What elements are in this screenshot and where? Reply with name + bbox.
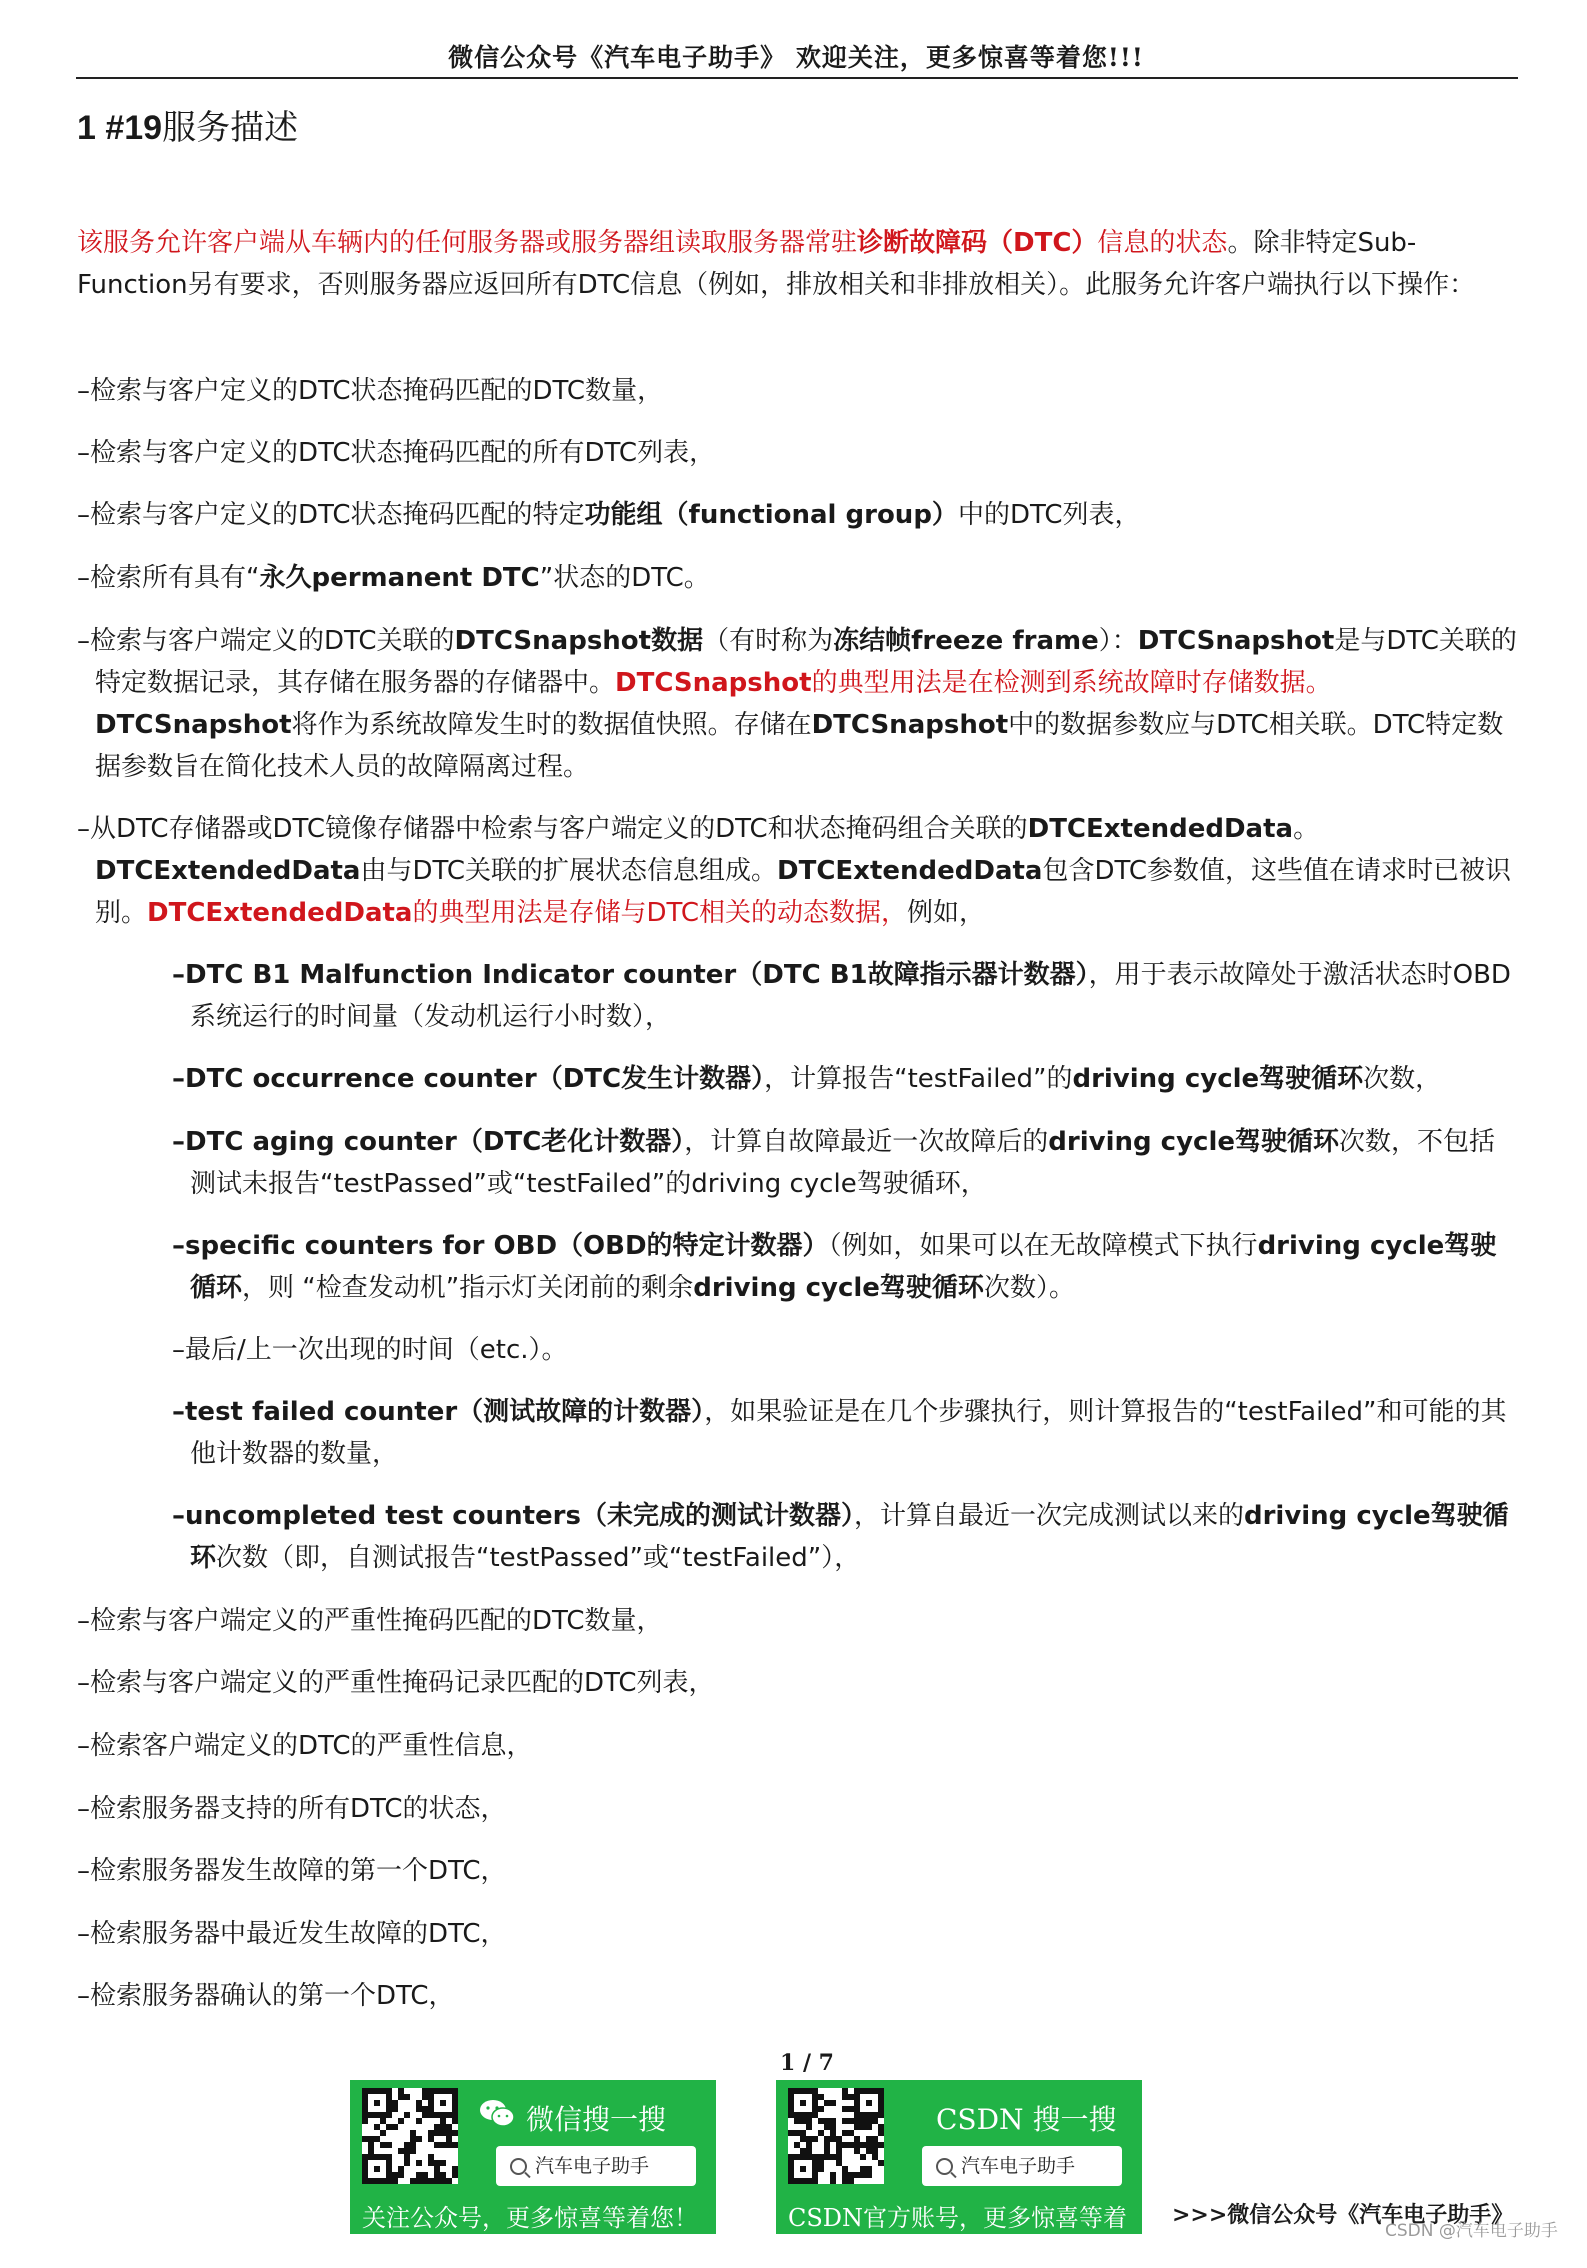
section-title: [77, 100, 298, 149]
qr-module: [440, 2100, 446, 2106]
qr-module: [392, 2106, 398, 2112]
text: ）：: [1098, 626, 1138, 656]
bullet-item: –检索服务器发生故障的第一个DTC，: [77, 1856, 507, 1886]
card-title: 微信搜一搜: [526, 2103, 667, 2136]
text: 次数，: [1363, 1064, 1442, 1094]
section-number: 1 #19: [77, 109, 163, 147]
text: –检索与客户端定义的DTC关联的: [77, 626, 455, 656]
text-bold: –test failed counter（测试故障的计数器）: [172, 1397, 705, 1427]
text: ，则 “检查发动机”指示灯关闭前的剩余: [242, 1273, 694, 1303]
text: ，如果验证是在几个步骤执行，则计算报告的“testFailed”和可能的其他计数器的数量，: [190, 1397, 1507, 1469]
qr-module: [362, 2118, 368, 2124]
sub-bullet-item: [172, 1058, 1517, 1100]
bullet-item: –检索与客户端定义的严重性掩码记录匹配的DTC列表，: [77, 1668, 715, 1698]
card-footer: CSDN官方账号，更多惊喜等着您！: [788, 2204, 1128, 2267]
text-bold: –uncompleted test counters（未完成的测试计数器）: [172, 1501, 854, 1531]
text: ，计算报告“testFailed”的: [764, 1064, 1073, 1094]
wechat-search-card[interactable]: [350, 2080, 716, 2234]
qr-module: [800, 2100, 806, 2106]
card-title: CSDN 搜一搜: [936, 2103, 1117, 2136]
text-red-bold: DTCSnapshot: [615, 668, 812, 698]
search-icon: [510, 2158, 527, 2175]
qr-module: [866, 2100, 872, 2106]
qr-module: [830, 2100, 836, 2106]
search-box[interactable]: [496, 2146, 696, 2186]
bullet-item: –检索客户端定义的DTC的严重性信息，: [77, 1731, 533, 1761]
text: 是与DTC关联的特定数据记录，其存储在服务器的存储器中。: [95, 626, 1517, 698]
qr-module: [452, 2142, 458, 2148]
text-bold: driving cycle驾驶循环: [1072, 1064, 1364, 1094]
qr-module: [416, 2136, 422, 2142]
qr-module: [812, 2136, 818, 2142]
text: 次数（即，自测试报告“testPassed”或“testFailed”），: [216, 1543, 861, 1573]
text-bold: DTCSnapshot数据: [454, 626, 704, 656]
text: 中的数据参数应与DTC相关联。DTC特定数据参数旨在简化技术人员的故障隔离过程。: [95, 710, 1504, 782]
qr-module: [404, 2160, 410, 2166]
qr-code: [788, 2088, 884, 2184]
qr-module: [392, 2124, 398, 2130]
qr-module: [386, 2112, 392, 2118]
sub-bullet-item: [172, 1225, 1517, 1309]
qr-module: [374, 2166, 380, 2172]
intro-paragraph: [77, 222, 1517, 306]
qr-module: [440, 2160, 446, 2166]
qr-module: [374, 2100, 380, 2106]
text: 次数）。: [983, 1273, 1075, 1303]
text: （有时称为: [703, 626, 834, 656]
qr-module: [800, 2166, 806, 2172]
text: （例如，如果可以在无故障模式下执行: [828, 1231, 1258, 1261]
sub-bullet-item: –最后/上一次出现的时间（etc.）。: [172, 1335, 568, 1365]
card-footer: 关注公众号，更多惊喜等着您！: [362, 2204, 698, 2232]
qr-module: [812, 2178, 818, 2184]
text: ”状态的DTC。: [539, 563, 710, 593]
qr-module: [416, 2118, 422, 2124]
text: 。: [1293, 814, 1320, 844]
qr-module: [818, 2166, 824, 2172]
bullet-item: –检索与客户端定义的严重性掩码匹配的DTC数量，: [77, 1606, 663, 1636]
text-bold: 冻结帧freeze frame: [833, 626, 1099, 656]
bullet-item: –检索与客户定义的DTC状态掩码匹配的所有DTC列表，: [77, 438, 716, 468]
text: ，计算自最近一次完成测试以来的: [853, 1501, 1244, 1531]
bullet-item: [77, 557, 1517, 599]
qr-module: [848, 2178, 854, 2184]
text: –检索所有具有“: [77, 563, 260, 593]
text-bold: driving cycle驾驶循环: [1048, 1127, 1339, 1157]
text-bold: DTCExtendedData: [95, 856, 361, 886]
text: ，计算自故障最近一次故障后的: [684, 1127, 1049, 1157]
qr-module: [830, 2178, 836, 2184]
csdn-search-card[interactable]: [776, 2080, 1142, 2267]
bullet-item: [77, 494, 1517, 536]
search-box[interactable]: [922, 2146, 1122, 2186]
text: 次数，不包括测试未报告“testPassed”或“testFailed”的driving cycle驾驶循环，: [190, 1127, 1496, 1199]
bullet-item-extendeddata: [77, 808, 1517, 934]
qr-code: [362, 2088, 458, 2184]
text-bold: DTCSnapshot: [95, 710, 292, 740]
sub-bullet-item: [172, 1391, 1517, 1475]
text-bold: DTCExtendedData: [1027, 814, 1294, 844]
qr-module: [452, 2130, 458, 2136]
qr-module: [410, 2148, 416, 2154]
text-red: 的典型用法是存储与DTC相关的动态数据，: [412, 898, 908, 928]
text-red: 的典型用法是在检测到系统故障时存储数据。: [811, 668, 1332, 698]
text: 将作为系统故障发生时的数据值快照。存储在: [291, 710, 812, 740]
qr-module: [386, 2142, 392, 2148]
qr-module: [404, 2112, 410, 2118]
text-bold: –DTC B1 Malfunction Indicator counter（DTC B1故障指示器计数器）: [172, 960, 1089, 990]
text-red-bold: DTCExtendedData: [147, 898, 413, 928]
text: 包含DTC参数值，这些值在请求时已被识别。: [95, 856, 1512, 928]
sub-bullet-item: [172, 1121, 1517, 1205]
qr-module: [878, 2112, 884, 2118]
intro-rest: 。除非特定Sub-Function另有要求，否则服务器应返回所有DTC信息（例如，排放相关和非排放相关）。此服务允许客户端执行以下操作：: [77, 228, 1476, 300]
text-bold: driving cycle驾驶循环: [693, 1273, 984, 1303]
text-bold: –DTC occurrence counter（DTC发生计数器）: [172, 1064, 765, 1094]
qr-module: [404, 2094, 410, 2100]
search-text: 汽车电子助手: [961, 2155, 1076, 2177]
qr-module: [866, 2172, 872, 2178]
qr-module: [392, 2178, 398, 2184]
qr-module: [452, 2172, 458, 2178]
text-bold: driving cycle驾驶循环: [190, 1231, 1497, 1303]
qr-module: [398, 2172, 404, 2178]
text: 例如，: [907, 898, 986, 928]
qr-module: [860, 2154, 866, 2160]
bullet-item: –检索与客户定义的DTC状态掩码匹配的DTC数量，: [77, 376, 664, 406]
text: ，用于表示故障处于激活状态时OBD系统运行的时间量（发动机运行小时数），: [190, 960, 1511, 1032]
qr-module: [452, 2118, 458, 2124]
intro-red: 该服务允许客户端从车辆内的任何服务器或服务器组读取服务器常驻: [77, 228, 858, 258]
bullet-item-dtcsnapshot: [77, 620, 1517, 788]
qr-module: [818, 2106, 824, 2112]
section-title-text: 服务描述: [162, 108, 299, 148]
text: 由与DTC关联的扩展状态信息组成。: [360, 856, 778, 886]
bullet-item: –检索服务器确认的第一个DTC，: [77, 1981, 455, 2011]
footer-note: >>>微信公众号《汽车电子助手》: [1172, 2202, 1514, 2228]
text-bold: 永久permanent DTC: [259, 563, 540, 593]
qr-module: [878, 2160, 884, 2166]
page-header: 微信公众号《汽车电子助手》 欢迎关注，更多惊喜等着您!!!: [448, 43, 1144, 72]
bullet-item: –检索服务器支持的所有DTC的状态，: [77, 1794, 507, 1824]
intro-red-2: 信息的状态: [1097, 228, 1228, 258]
text-bold: –specific counters for OBD（OBD的特定计数器）: [172, 1231, 829, 1261]
qr-module: [416, 2160, 422, 2166]
wechat-icon: [478, 2098, 516, 2128]
qr-module: [878, 2130, 884, 2136]
text: –从DTC存储器或DTC镜像存储器中检索与客户端定义的DTC和状态掩码组合关联的: [77, 814, 1028, 844]
search-text: 汽车电子助手: [535, 2155, 650, 2177]
qr-module: [398, 2118, 404, 2124]
header-divider: [76, 77, 1518, 79]
sub-bullet-item: [172, 954, 1517, 1038]
search-icon: [936, 2158, 953, 2175]
text-bold: driving cycle驾驶循环: [190, 1501, 1509, 1573]
text-bold: DTCSnapshot: [1137, 626, 1335, 656]
qr-module: [380, 2130, 386, 2136]
qr-module: [866, 2124, 872, 2130]
qr-module: [806, 2124, 812, 2130]
sub-bullet-item: [172, 1495, 1517, 1579]
text-bold: DTCSnapshot: [811, 710, 1009, 740]
qr-module: [878, 2142, 884, 2148]
text: 中的DTC列表，: [957, 500, 1141, 530]
watermark: CSDN @汽车电子助手: [1385, 2221, 1558, 2241]
text-bold: –DTC aging counter（DTC老化计数器）: [172, 1127, 685, 1157]
text-bold: 功能组（functional group）: [584, 500, 958, 530]
bullet-item: –检索服务器中最近发生故障的DTC，: [77, 1919, 507, 1949]
intro-red-bold: 诊断故障码（DTC）: [857, 228, 1098, 258]
page-number: 1 / 7: [780, 2050, 834, 2076]
text-bold: DTCExtendedData: [777, 856, 1043, 886]
qr-module: [446, 2178, 452, 2184]
text: –检索与客户定义的DTC状态掩码匹配的特定: [77, 500, 585, 530]
